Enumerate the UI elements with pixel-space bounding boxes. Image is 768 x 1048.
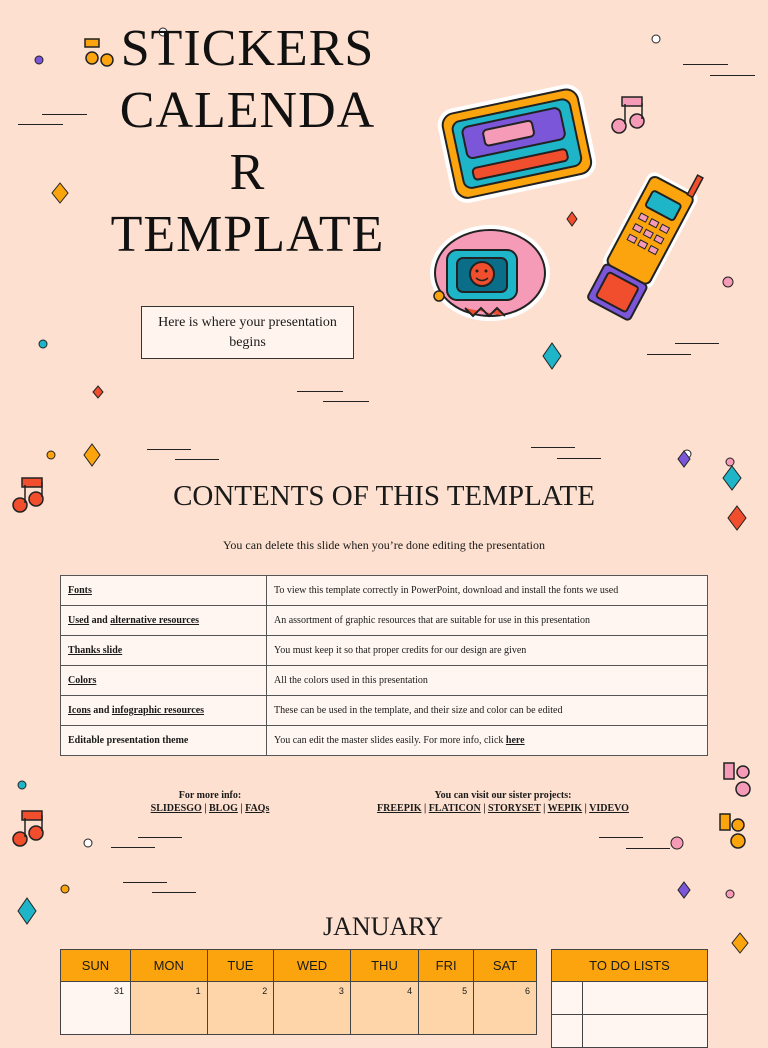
day-header: WED <box>274 950 351 982</box>
flip-phone-sticker <box>583 154 705 322</box>
slide-title <box>95 18 400 266</box>
title-line: STICKERS <box>120 20 375 77</box>
wepik-link[interactable]: WEPIK <box>547 803 583 814</box>
calendar-day-cell[interactable]: 31 <box>61 982 131 1035</box>
sparkle-icon <box>84 444 100 466</box>
calendar-grid <box>60 949 537 1035</box>
todo-row <box>552 982 708 1015</box>
calendar-day-cell[interactable]: 4 <box>350 982 418 1035</box>
todo-text-cell[interactable] <box>583 1015 708 1048</box>
table-value-cell: All the colors used in this presentation <box>267 666 708 696</box>
day-header: MON <box>130 950 207 982</box>
todo-checkbox-cell[interactable] <box>552 1015 583 1048</box>
used-resources-link[interactable]: Used <box>68 615 90 626</box>
table-row <box>61 726 708 756</box>
table-key-cell <box>61 636 267 666</box>
resources-table <box>60 575 708 756</box>
sparkle-icon <box>52 183 68 203</box>
more-info-block <box>110 789 310 815</box>
table-value-cell: An assortment of graphic resources that are suitable for use in this presentation <box>267 606 708 636</box>
subtitle-box <box>141 306 354 359</box>
music-note-icon <box>724 763 750 796</box>
sparkle-icon <box>678 882 690 898</box>
slidesgo-link[interactable]: SLIDESGO <box>150 803 202 814</box>
todo-checkbox-cell[interactable] <box>552 982 583 1015</box>
value-text: You can edit the master slides easily. For more info, click <box>274 735 506 746</box>
separator: | <box>421 803 429 814</box>
freepik-link[interactable]: FREEPIK <box>377 803 422 814</box>
day-header: SUN <box>61 950 131 982</box>
separator: | <box>201 803 209 814</box>
storyset-link[interactable]: STORYSET <box>487 803 541 814</box>
calendar-day-cell[interactable]: 1 <box>130 982 207 1035</box>
key-connector: and <box>89 615 111 626</box>
calendar-day-cell[interactable]: 6 <box>474 982 537 1035</box>
stickers-group <box>425 80 705 340</box>
table-key-cell <box>61 606 267 636</box>
day-header: THU <box>350 950 418 982</box>
table-value-cell: You must keep it so that proper credits for our design are given <box>267 636 708 666</box>
sister-projects-label: You can visit our sister projects: <box>434 790 572 801</box>
icons-link[interactable]: Icons <box>68 705 91 716</box>
separator: | <box>582 803 590 814</box>
calendar-week-row <box>61 982 537 1035</box>
dot-icon <box>84 839 92 847</box>
todo-row <box>552 1015 708 1048</box>
videvo-link[interactable]: VIDEVO <box>589 803 629 814</box>
table-row <box>61 606 708 636</box>
dot-icon <box>18 781 26 789</box>
title-line: CALENDA <box>119 82 376 139</box>
calendar-day-cell[interactable]: 2 <box>207 982 274 1035</box>
separator: | <box>540 803 548 814</box>
table-row <box>61 576 708 606</box>
separator: | <box>480 803 488 814</box>
calendar-header-row <box>61 950 537 982</box>
title-line: TEMPLATE <box>110 206 385 263</box>
table-key-cell <box>61 576 267 606</box>
here-link[interactable]: here <box>505 735 525 746</box>
handheld-game-sticker <box>430 225 550 321</box>
dot-icon <box>35 56 43 64</box>
todo-text-cell[interactable] <box>583 982 708 1015</box>
dot-icon <box>61 885 69 893</box>
day-header: FRI <box>419 950 474 982</box>
table-value-cell: To view this template correctly in PowerPoint, download and install the fonts we used <box>267 576 708 606</box>
todo-title: TO DO LISTS <box>552 950 708 982</box>
calendar-day-cell[interactable]: 3 <box>274 982 351 1035</box>
contents-title: CONTENTS OF THIS TEMPLATE <box>173 480 595 512</box>
fonts-link[interactable]: Fonts <box>68 585 92 596</box>
dot-icon <box>671 837 683 849</box>
contents-subtitle: You can delete this slide when you’re done editing the presentation <box>222 538 546 552</box>
cassette-sticker <box>440 87 593 200</box>
sparkle-icon <box>543 343 561 369</box>
dot-icon <box>726 890 734 898</box>
dot-icon <box>39 340 47 348</box>
dot-icon <box>47 451 55 459</box>
table-key-cell <box>61 696 267 726</box>
table-value-cell: These can be used in the template, and their size and color can be edited <box>267 696 708 726</box>
faqs-link[interactable]: FAQs <box>245 803 270 814</box>
subtitle-text: Here is where your presentation begins <box>158 315 337 350</box>
key-connector: and <box>90 705 112 716</box>
dot-icon <box>723 277 733 287</box>
infographic-resources-link[interactable]: infographic resources <box>111 705 205 716</box>
day-header: SAT <box>474 950 537 982</box>
editable-theme-label: Editable presentation theme <box>68 735 189 746</box>
calendar-month-title: JANUARY <box>323 912 443 941</box>
dot-icon <box>652 35 660 43</box>
blog-link[interactable]: BLOG <box>208 803 238 814</box>
table-key-cell <box>61 726 267 756</box>
title-line: R <box>229 144 266 201</box>
dot-icon <box>726 458 734 466</box>
more-info-label: For more info: <box>178 790 242 801</box>
todo-header-row <box>552 950 708 982</box>
day-header: TUE <box>207 950 274 982</box>
flaticon-link[interactable]: FLATICON <box>428 803 481 814</box>
colors-link[interactable]: Colors <box>68 675 97 686</box>
table-row <box>61 666 708 696</box>
thanks-slide-link[interactable]: Thanks slide <box>68 645 123 656</box>
alternative-resources-link[interactable]: alternative resources <box>110 615 200 626</box>
calendar-day-cell[interactable]: 5 <box>419 982 474 1035</box>
todo-list-table <box>551 949 708 1048</box>
table-row <box>61 636 708 666</box>
music-note-icon <box>13 811 43 846</box>
sister-projects-block <box>343 789 663 815</box>
music-note-icon <box>720 814 745 848</box>
table-key-cell <box>61 666 267 696</box>
sparkle-icon <box>93 386 103 398</box>
separator: | <box>237 803 246 814</box>
table-value-cell <box>267 726 708 756</box>
table-row <box>61 696 708 726</box>
